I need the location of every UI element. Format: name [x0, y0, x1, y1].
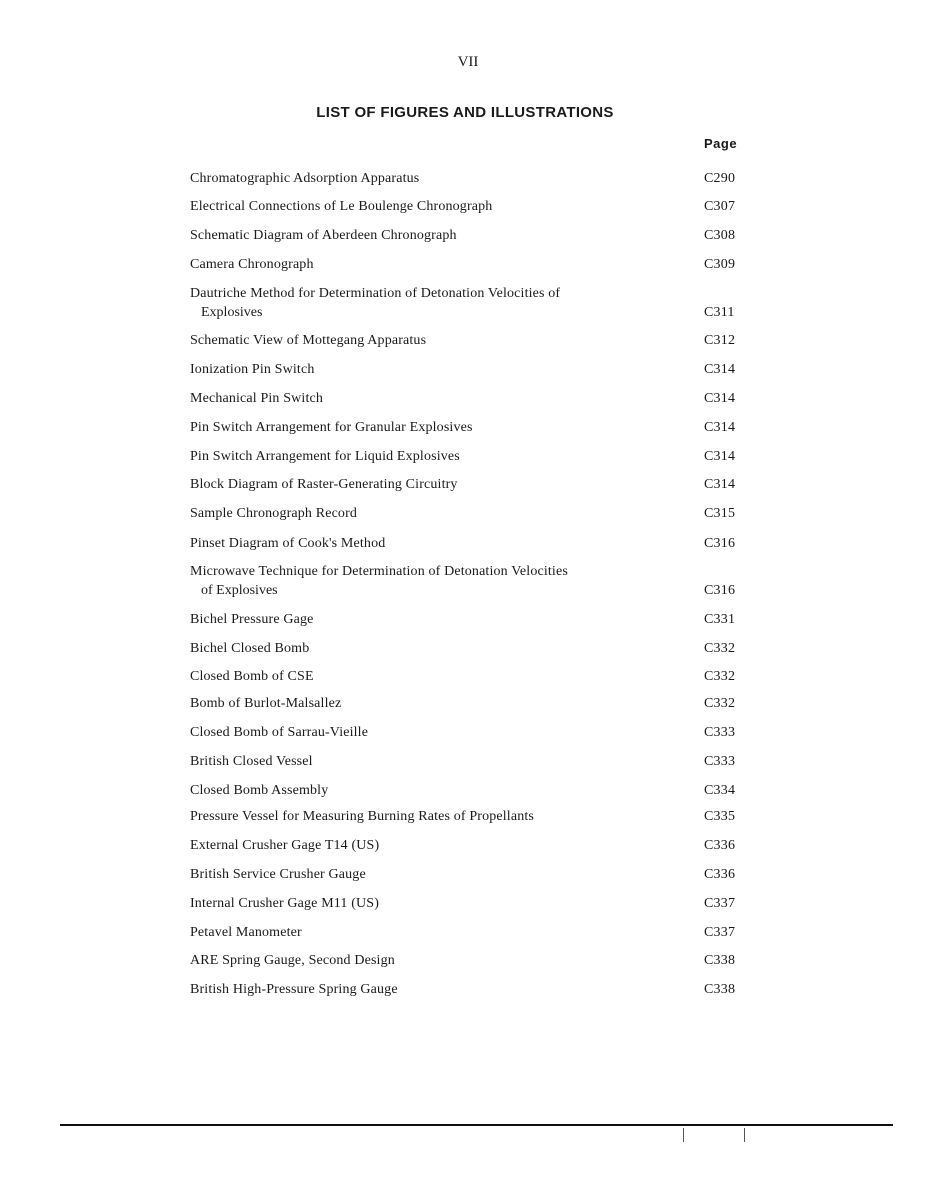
list-item [190, 894, 750, 913]
figure-title: Chromatographic Adsorption Apparatus [190, 171, 420, 186]
list-item [190, 667, 750, 686]
page-number: VII [457, 54, 479, 70]
figure-page-number: C312 [704, 333, 736, 348]
figure-title: Microwave Technique for Determination of Detonation Velocities [190, 564, 568, 579]
figure-page-number: C338 [704, 953, 736, 968]
figure-title: Ionization Pin Switch [190, 362, 315, 377]
figure-page-number: C314 [704, 420, 736, 435]
list-item [190, 389, 750, 408]
list-item [190, 781, 750, 800]
list-item [190, 865, 750, 884]
figure-title: British Closed Vessel [190, 754, 313, 769]
figure-page-number: C314 [704, 362, 736, 377]
footer-tick [683, 1128, 684, 1142]
figure-title: Electrical Connections of Le Boulenge Chronograph [190, 199, 493, 214]
figure-title: Closed Bomb of Sarrau-Vieille [190, 725, 369, 740]
figure-title: British Service Crusher Gauge [190, 867, 366, 882]
figure-page-number: C337 [704, 925, 736, 940]
figure-page-number: C337 [704, 896, 736, 911]
figure-page-number: C336 [704, 838, 736, 853]
figure-page-number: C335 [704, 809, 736, 824]
list-item [190, 475, 750, 494]
figure-title: Pressure Vessel for Measuring Burning Rates of Propellants [190, 809, 535, 824]
figure-title: Closed Bomb of CSE [190, 669, 314, 684]
figure-title: Pin Switch Arrangement for Granular Explosives [190, 420, 473, 435]
figure-title: ARE Spring Gauge, Second Design [190, 953, 395, 968]
figure-title-continuation: of Explosives [201, 583, 278, 598]
figure-page-number: C307 [704, 199, 736, 214]
list-item [190, 610, 750, 629]
figure-title: Schematic View of Mottegang Apparatus [190, 333, 427, 348]
figure-page-number: C332 [704, 641, 736, 656]
figure-page-number: C334 [704, 783, 736, 798]
list-item [190, 639, 750, 658]
footer-rule [60, 1124, 893, 1126]
list-item [190, 447, 750, 466]
list-item [190, 284, 750, 322]
list-item [190, 694, 750, 713]
list-item [190, 255, 750, 274]
figure-page-number: C336 [704, 867, 736, 882]
figure-title: External Crusher Gage T14 (US) [190, 838, 380, 853]
figure-page-number: C332 [704, 669, 736, 684]
page-title: LIST OF FIGURES AND ILLUSTRATIONS [316, 104, 614, 121]
figure-page-number: C333 [704, 725, 736, 740]
figure-page-number: C338 [704, 982, 736, 997]
list-item [190, 807, 750, 826]
figure-page-number: C311 [704, 305, 735, 320]
list-item [190, 504, 750, 523]
list-item [190, 534, 750, 553]
figure-page-number: C316 [704, 536, 736, 551]
figure-title: Pin Switch Arrangement for Liquid Explosives [190, 449, 460, 464]
list-item [190, 197, 750, 216]
list-item [190, 562, 750, 600]
figure-page-number: C314 [704, 477, 736, 492]
figure-page-number: C290 [704, 171, 736, 186]
figure-title: British High-Pressure Spring Gauge [190, 982, 398, 997]
list-item [190, 360, 750, 379]
list-item [190, 980, 750, 999]
list-item [190, 836, 750, 855]
figure-title: Schematic Diagram of Aberdeen Chronograph [190, 228, 457, 243]
list-item [190, 331, 750, 350]
figure-page-number: C316 [704, 583, 736, 598]
page-column-header: Page [704, 136, 738, 151]
list-item [190, 169, 750, 188]
figure-title: Mechanical Pin Switch [190, 391, 324, 406]
figure-title: Camera Chronograph [190, 257, 314, 272]
figure-page-number: C331 [704, 612, 736, 627]
figure-page-number: C308 [704, 228, 736, 243]
figure-page-number: C315 [704, 506, 736, 521]
figure-page-number: C309 [704, 257, 736, 272]
list-item [190, 418, 750, 437]
figure-title: Bichel Pressure Gage [190, 612, 314, 627]
list-item [190, 923, 750, 942]
figure-title: Dautriche Method for Determination of Detonation Velocities of [190, 286, 561, 301]
figure-title: Block Diagram of Raster-Generating Circuitry [190, 477, 458, 492]
figure-title: Sample Chronograph Record [190, 506, 358, 521]
figure-title: Pinset Diagram of Cook's Method [190, 536, 386, 551]
list-item [190, 226, 750, 245]
list-item [190, 723, 750, 742]
figure-title: Bichel Closed Bomb [190, 641, 310, 656]
figure-page-number: C314 [704, 391, 736, 406]
list-item [190, 752, 750, 771]
figure-page-number: C314 [704, 449, 736, 464]
figure-title: Internal Crusher Gage M11 (US) [190, 896, 380, 911]
figure-title-continuation: Explosives [201, 305, 263, 320]
figure-title: Bomb of Burlot-Malsallez [190, 696, 342, 711]
figure-page-number: C333 [704, 754, 736, 769]
figure-page-number: C332 [704, 696, 736, 711]
figure-title: Petavel Manometer [190, 925, 302, 940]
footer-tick [744, 1128, 745, 1142]
list-item [190, 951, 750, 970]
figure-title: Closed Bomb Assembly [190, 783, 329, 798]
